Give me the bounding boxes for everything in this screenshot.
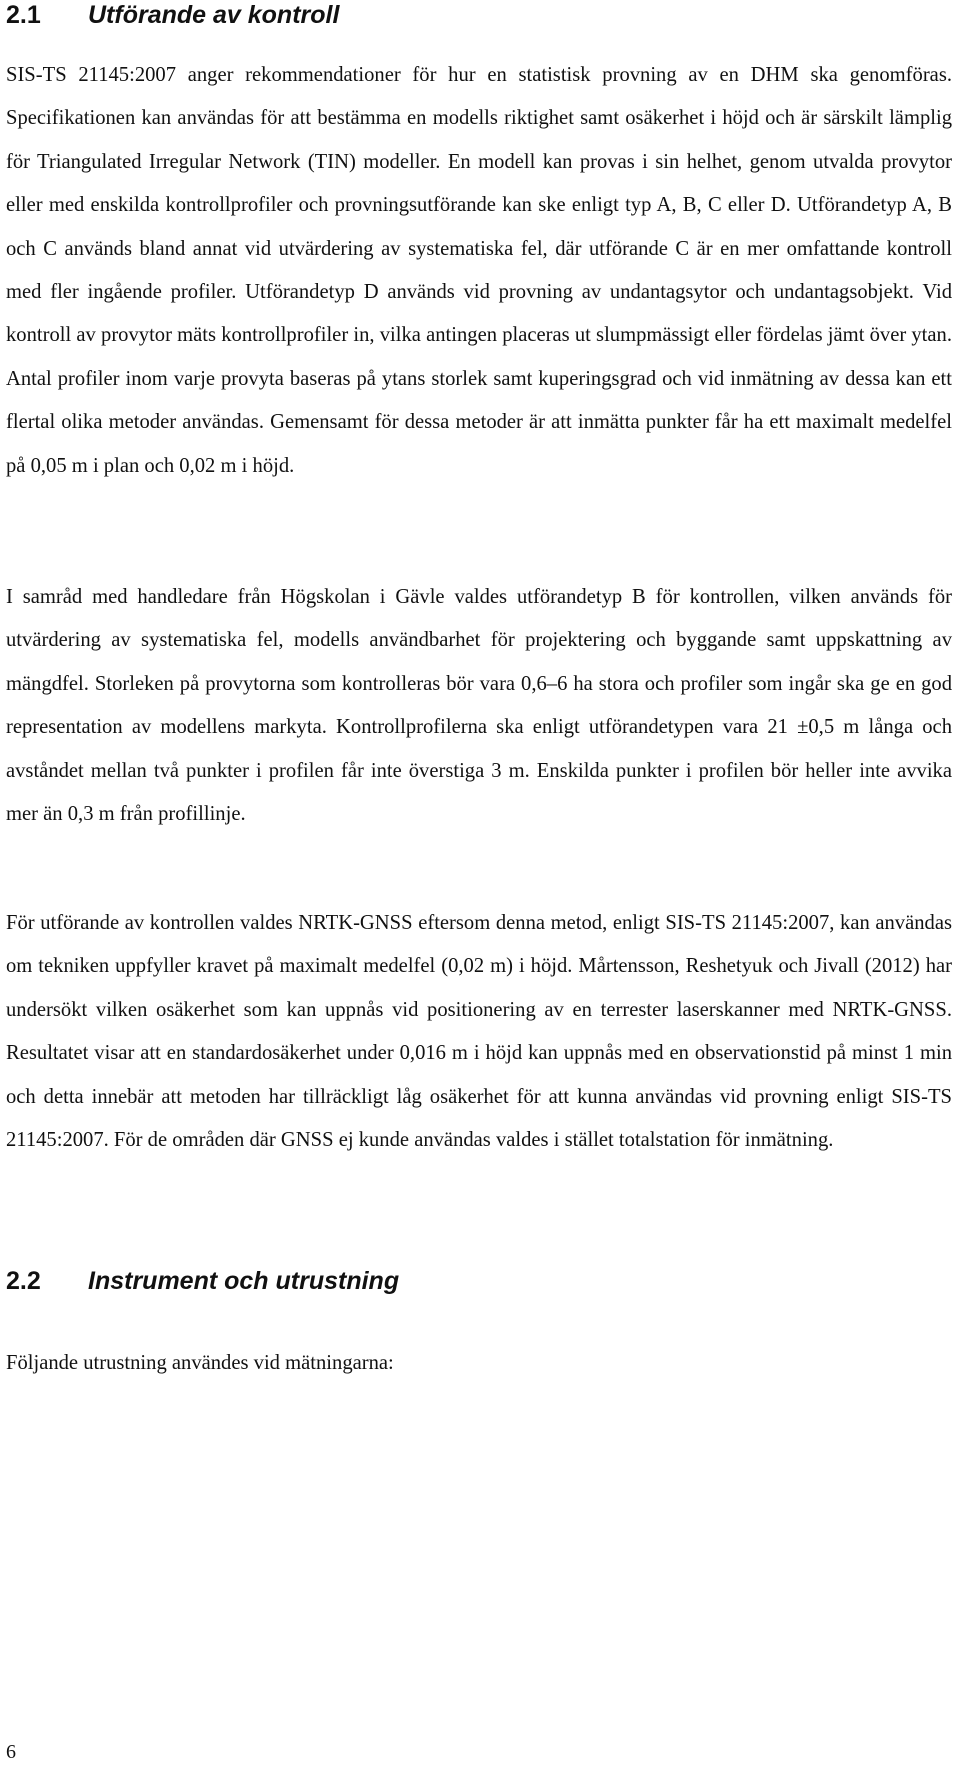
paragraph: I samråd med handledare från Högskolan i Gävle valdes utförandetyp B för kontrollen, vilken används för utvärdering av systematiska fel, modells användbarhet för projektering och byggande samt uppskattning av mängdfel. Storleken på provytorna som kontrolleras bör vara 0,6–6 ha stora och profiler som ingår ska ge en god representation av modellens markyta. Kontrollprofilerna ska enligt utförandetypen vara 21 ±0,5 m långa och avståndet mellan två punkter i profilen får inte överstiga 3 m. Enskilda punkter i profilen bör heller inte avvika mer än 0,3 m från profillinje. bbox=[6, 586, 952, 826]
section-title: Instrument och utrustning bbox=[88, 1267, 400, 1295]
paragraph: SIS-TS 21145:2007 anger rekommendationer för hur en statistisk provning av en DHM ska genomföras. Specifikationen kan användas för att bestämma en modells riktighet samt osäkerhet i höjd och är särskilt lämplig för Triangulated Irregular Network (TIN) modeller. En modell kan provas i sin helhet, genom utvalda provytor eller med enskilda kontrollprofiler och provningsutförande kan ske enligt typ A, B, C eller D. Utförandetyp A, B och C används bland annat vid utvärdering av systematiska fel, där utförande C är en mer omfattande kontroll med fler ingående profiler. Utförandetyp D används vid provning av undantagsytor och undantagsobjekt. Vid kontroll av provytor mäts kontrollprofiler in, vilka antingen placeras ut slumpmässigt eller fördelas jämt över ytan. Antal profiler inom varje provyta baseras på ytans storlek samt kuperingsgrad och vid inmätning av dessa kan ett flertal olika metoder användas. Gemensamt för dessa metoder är att inmätta punkter får ha ett maximalt medelfel på 0,05 m i plan och 0,02 m i höjd. bbox=[6, 64, 952, 477]
section-number: 2.2 bbox=[6, 1267, 41, 1295]
page-number: 6 bbox=[6, 1741, 16, 1763]
paragraph: Följande utrustning användes vid mätningarna: bbox=[6, 1352, 394, 1374]
section-heading bbox=[6, 0, 339, 30]
paragraph: För utförande av kontrollen valdes NRTK-GNSS eftersom denna metod, enligt SIS-TS 21145:2007, kan användas om tekniken uppfyller kravet på maximalt medelfel (0,02 m) i höjd. Mårtensson, Reshetyuk och Jivall (2012) har undersökt vilken osäkerhet som kan uppnås vid positionering av en terrester laserskanner med NRTK-GNSS. Resultatet visar att en standardosäkerhet under 0,016 m i höjd kan uppnås med en observationstid på minst 1 min och detta innebär att metoden har tillräckligt låg osäkerhet för att kunna användas vid provning enligt SIS-TS 21145:2007. För de områden där GNSS ej kunde användas valdes i stället totalstation för inmätning. bbox=[6, 912, 952, 1152]
section-title: Utförande av kontroll bbox=[88, 1, 340, 29]
section-number: 2.1 bbox=[6, 1, 41, 29]
section-heading bbox=[6, 1266, 399, 1296]
